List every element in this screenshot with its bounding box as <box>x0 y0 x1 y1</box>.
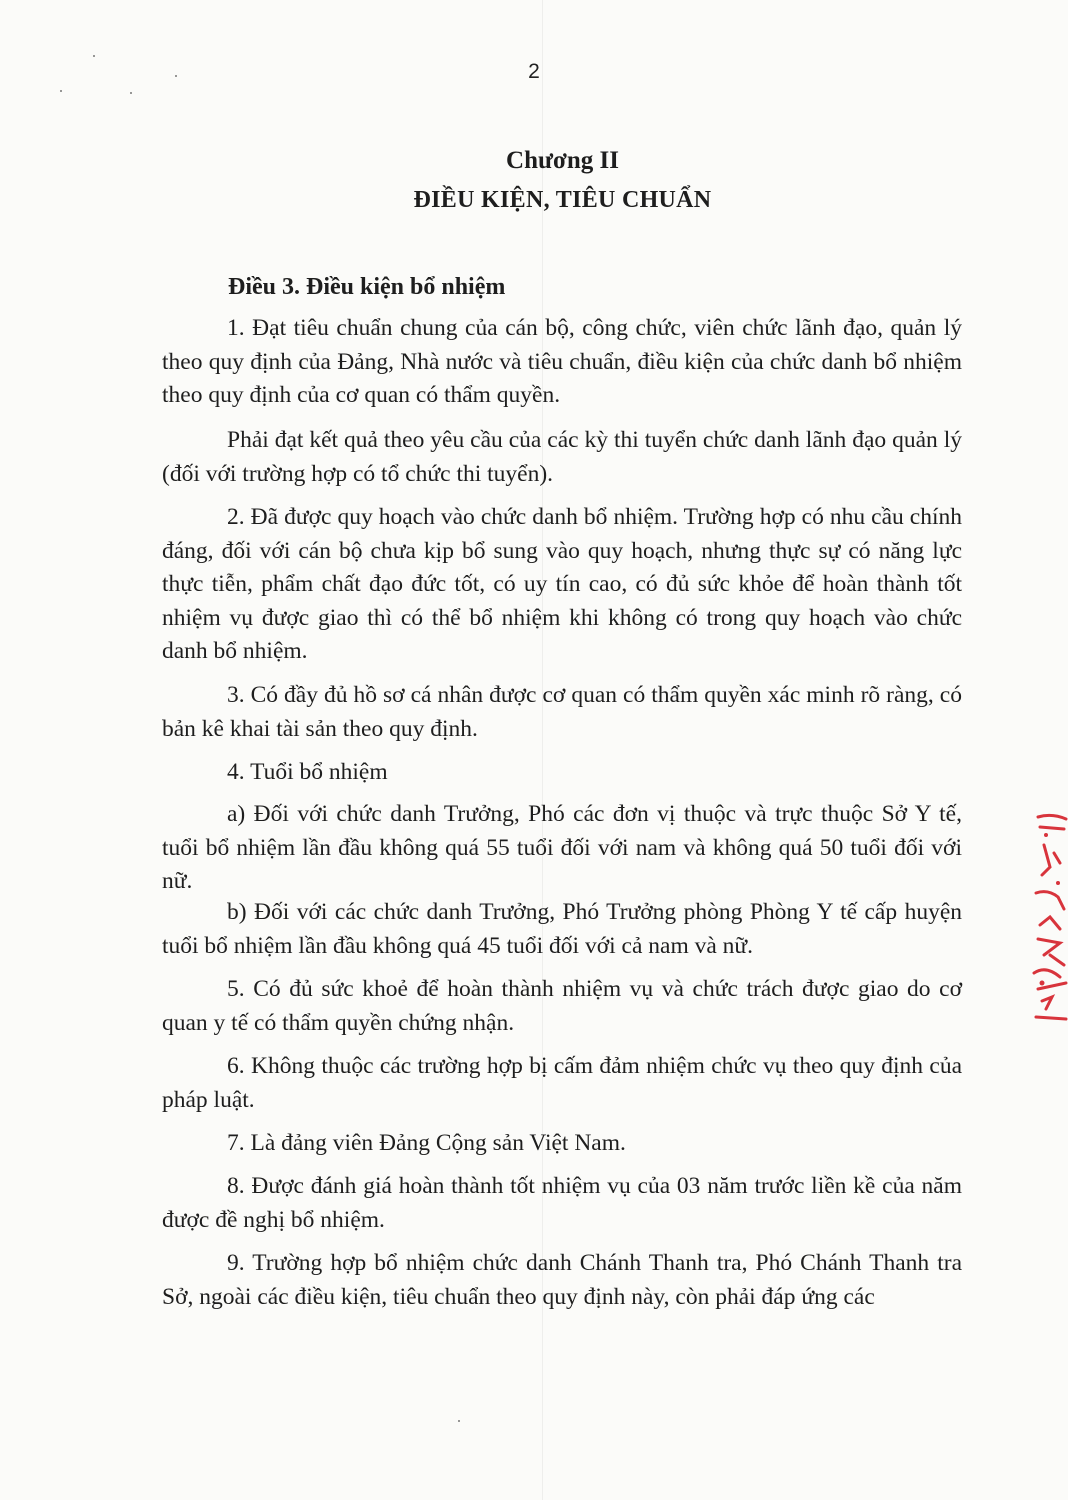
chapter-title: Chương II <box>506 147 619 174</box>
paragraph-item-2: 2. Đã được quy hoạch vào chức danh bổ nhiệm. Trường hợp có nhu cầu chính đáng, đối với cán bộ chưa kịp bổ sung vào quy hoạch, nhưng thực sự có năng lực thực tiễn, phẩm chất đạo đức tốt, có uy tín cao, có đủ sức khỏe để hoàn thành tốt nhiệm vụ được giao thì có thể bổ nhiệm khi không có trong quy hoạch vào chức danh bổ nhiệm. <box>162 504 962 664</box>
scan-speck <box>458 1420 460 1422</box>
paragraph-item-3: 3. Có đầy đủ hồ sơ cá nhân được cơ quan có thẩm quyền xác minh rõ ràng, có bản kê khai tài sản theo quy định. <box>162 682 962 742</box>
paragraph-item-4: 4. Tuổi bổ nhiệm <box>227 759 388 785</box>
paragraph-item-4a: a) Đối với chức danh Trưởng, Phó các đơn vị thuộc và trực thuộc Sở Y tế, tuổi bổ nhiệm lần đầu không quá 55 tuổi đối với nam và không quá 50 tuổi đối với nữ. <box>162 801 962 894</box>
paragraph-item-6: 6. Không thuộc các trường hợp bị cấm đảm nhiệm chức vụ theo quy định của pháp luật. <box>162 1053 962 1113</box>
scan-speck <box>60 90 62 92</box>
paragraph-item-7: 7. Là đảng viên Đảng Cộng sản Việt Nam. <box>227 1130 626 1156</box>
red-stamp-edge <box>1030 805 1068 1025</box>
scan-speck <box>130 92 132 94</box>
paragraph-item-8: 8. Được đánh giá hoàn thành tốt nhiệm vụ của 03 năm trước liền kề của năm được đề nghị bổ nhiệm. <box>162 1173 962 1233</box>
paragraph-item-5: 5. Có đủ sức khoẻ để hoàn thành nhiệm vụ và chức trách được giao do cơ quan y tế có thẩm quyền chứng nhận. <box>162 976 962 1036</box>
paragraph-item-9: 9. Trường hợp bổ nhiệm chức danh Chánh Thanh tra, Phó Chánh Thanh tra Sở, ngoài các điều kiện, tiêu chuẩn theo quy định này, còn phải đáp ứng các <box>162 1250 962 1310</box>
paragraph-item-1: 1. Đạt tiêu chuẩn chung của cán bộ, công chức, viên chức lãnh đạo, quản lý theo quy định của Đảng, Nhà nước và tiêu chuẩn, điều kiện của chức danh bổ nhiệm theo quy định của cơ quan có thẩm quyền. <box>162 315 962 408</box>
paragraph-item-4b: b) Đối với các chức danh Trưởng, Phó Trưởng phòng Phòng Y tế cấp huyện tuổi bổ nhiệm lần đầu không quá 45 tuổi đối với cả nam và nữ. <box>162 899 962 959</box>
scan-speck <box>93 55 95 57</box>
paragraph-exam-requirement: Phải đạt kết quả theo yêu cầu của các kỳ thi tuyển chức danh lãnh đạo quản lý (đối với trường hợp có tổ chức thi tuyển). <box>162 427 962 487</box>
article-heading: Điều 3. Điều kiện bổ nhiệm <box>228 274 506 300</box>
chapter-subtitle: ĐIỀU KIỆN, TIÊU CHUẨN <box>413 187 712 213</box>
page-number: 2 <box>528 60 540 83</box>
